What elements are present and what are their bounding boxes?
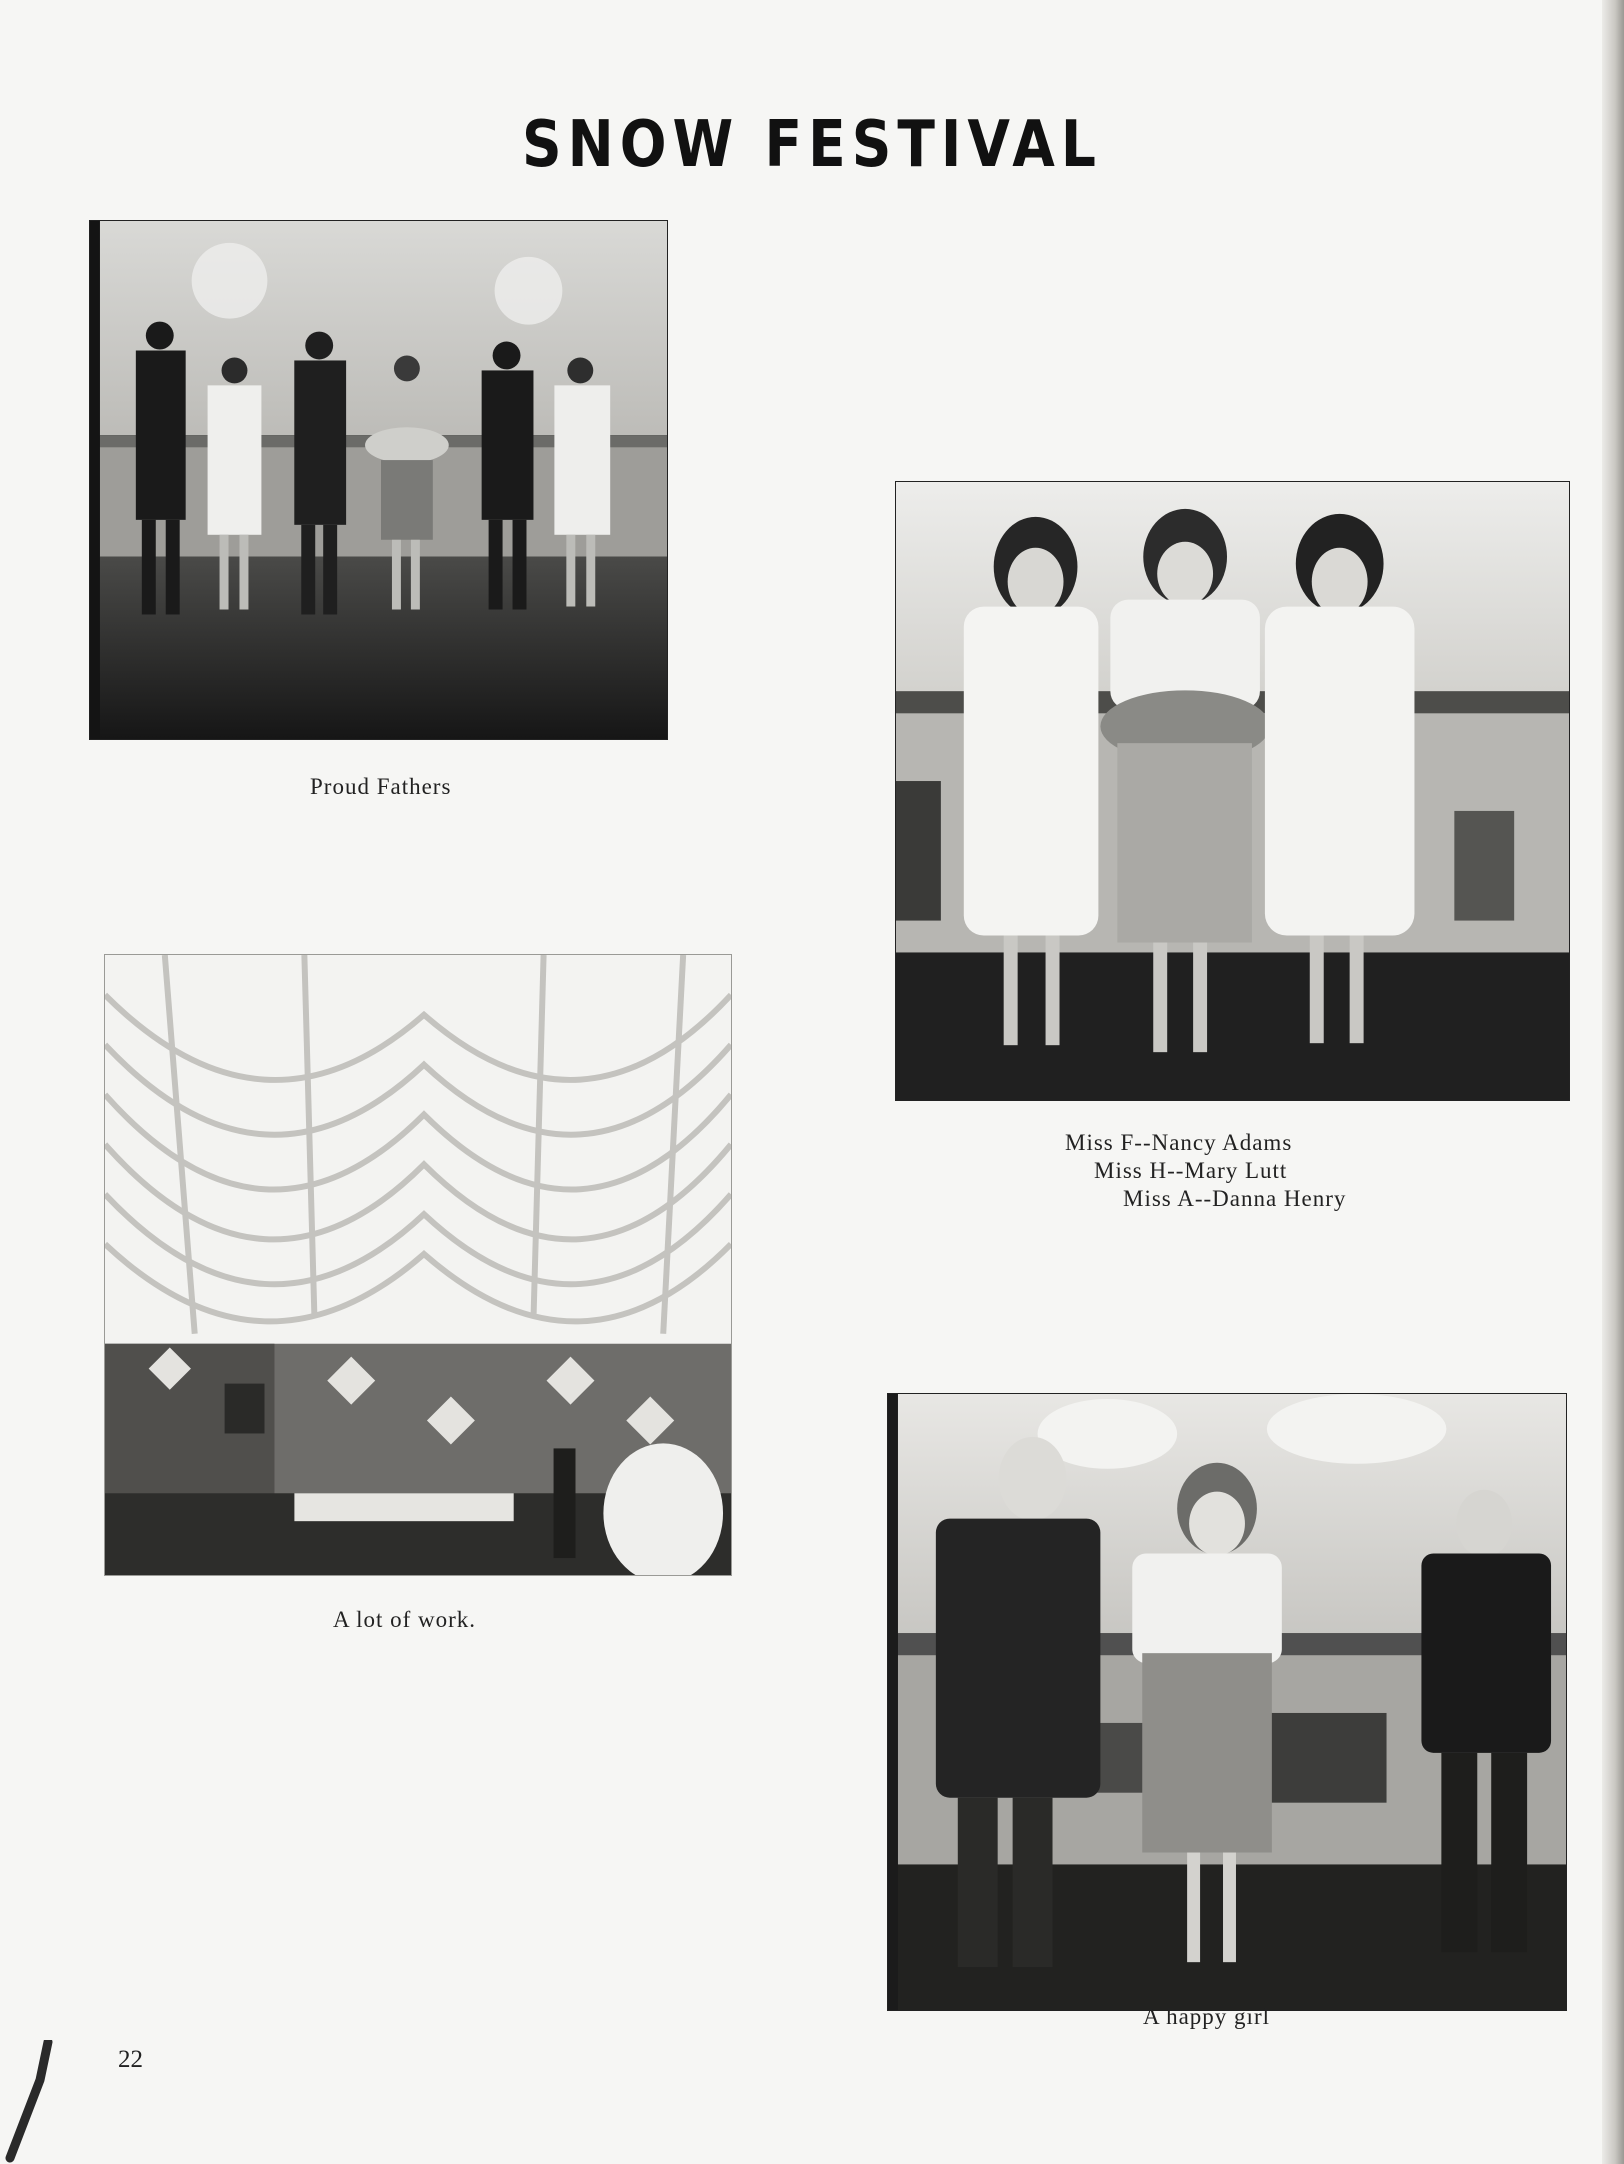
photo-happy-girl xyxy=(887,1393,1567,2011)
page-number: 22 xyxy=(118,2046,143,2073)
caption-decorations: A lot of work. xyxy=(333,1607,477,1632)
photo-queens xyxy=(895,481,1570,1101)
caption-queens-line-1: Miss F--Nancy Adams xyxy=(1065,1130,1293,1155)
corner-scribble xyxy=(0,2040,70,2164)
photo-proud-fathers xyxy=(89,220,668,740)
caption-queens-line-3: Miss A--Danna Henry xyxy=(1123,1186,1347,1211)
page-edge xyxy=(1602,0,1624,2164)
caption-queens-line-2: Miss H--Mary Lutt xyxy=(1094,1158,1288,1183)
caption-happy-girl: A happy girl xyxy=(1143,2004,1270,2029)
caption-proud-fathers: Proud Fathers xyxy=(310,774,452,799)
photo-decorations xyxy=(104,954,732,1576)
page-title: SNOW FESTIVAL xyxy=(521,108,1103,182)
